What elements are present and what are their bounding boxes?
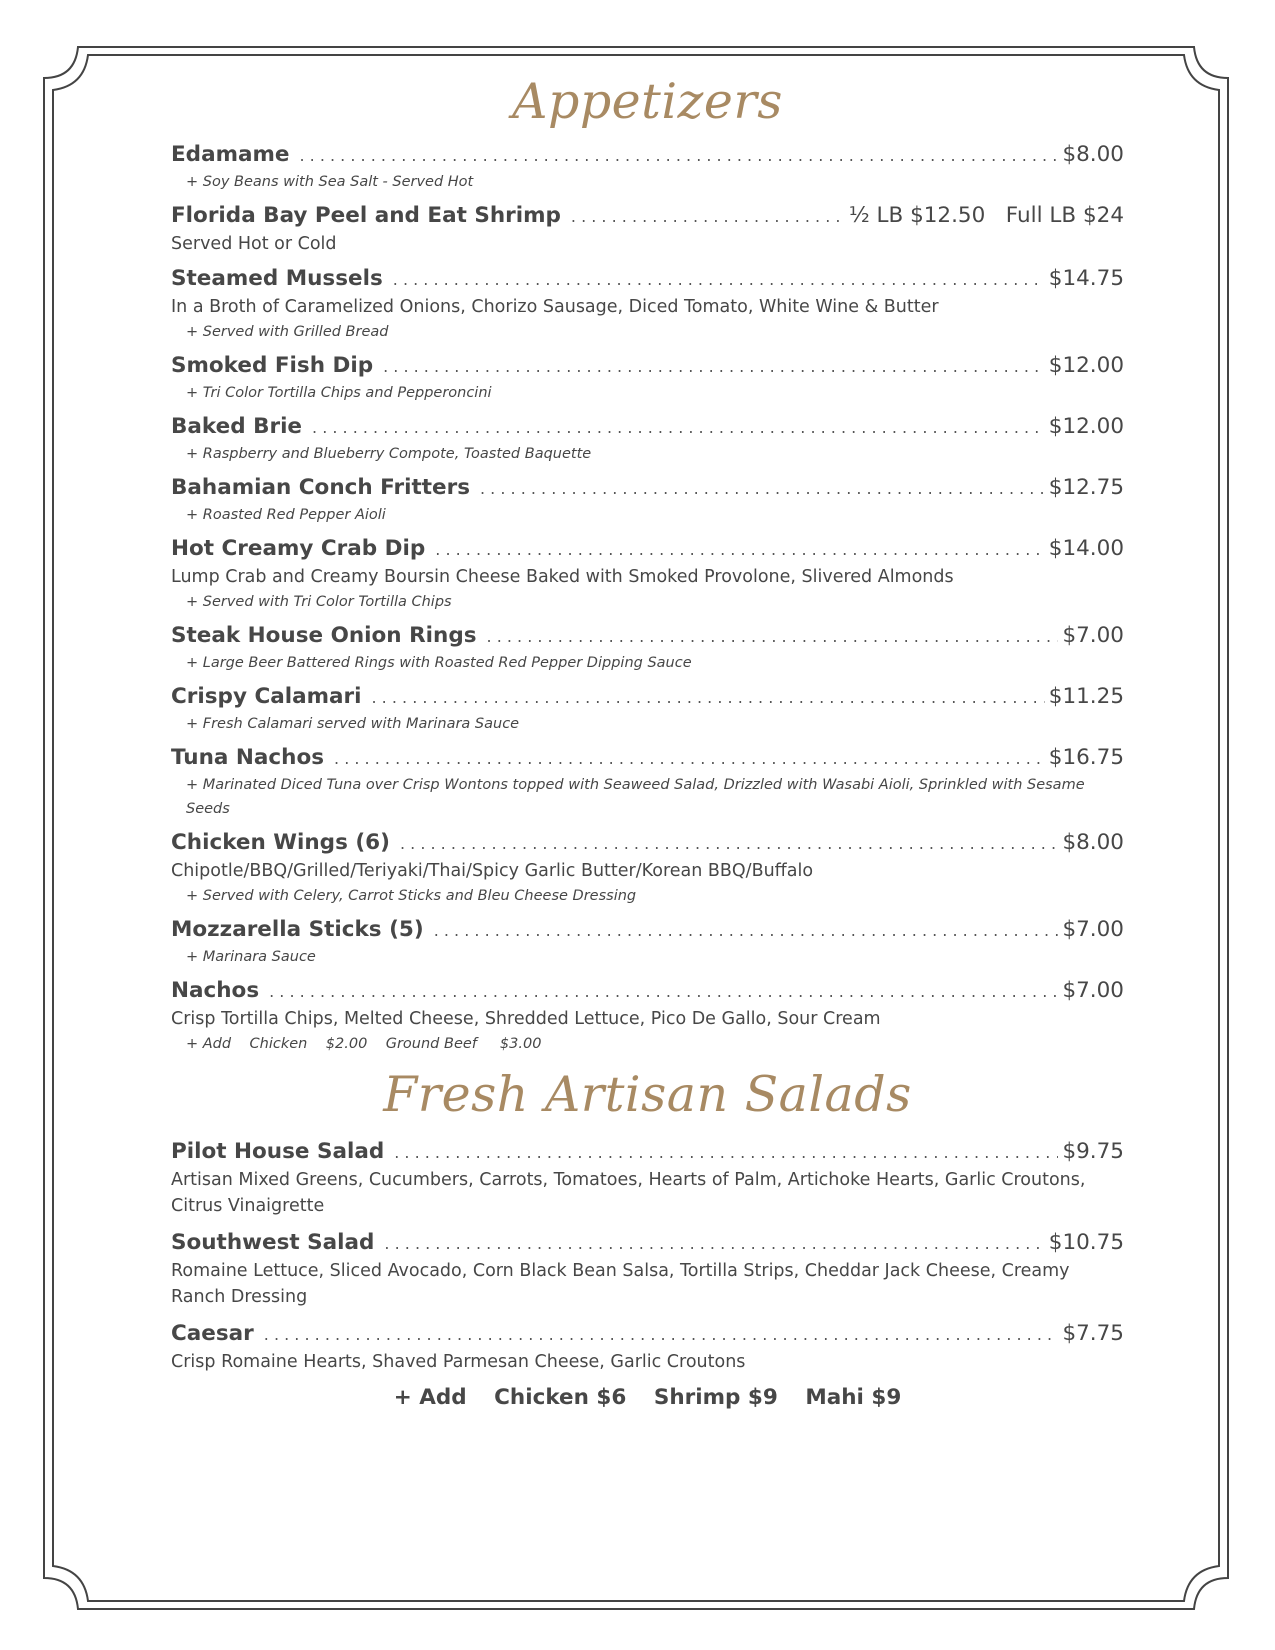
menu-item bbox=[171, 534, 1124, 614]
menu-item bbox=[171, 743, 1124, 821]
menu-item-line bbox=[171, 743, 1124, 773]
menu-item-note: + Add Chicken $2.00 Ground Beef $3.00 bbox=[186, 1036, 542, 1052]
menu-item bbox=[171, 682, 1124, 736]
menu-item-price: $16.75 bbox=[1048, 745, 1124, 770]
dot-leader bbox=[487, 622, 1059, 651]
menu-item bbox=[171, 976, 1124, 1056]
menu-item-line bbox=[171, 915, 1124, 945]
menu-item-name: Smoked Fish Dip bbox=[171, 353, 374, 378]
menu-item-description: Served Hot or Cold bbox=[171, 234, 337, 254]
menu-item-name: Tuna Nachos bbox=[171, 745, 325, 770]
menu-item-name: Florida Bay Peel and Eat Shrimp bbox=[171, 203, 561, 228]
menu-item-note: + Marinara Sauce bbox=[186, 949, 316, 965]
dot-leader bbox=[480, 474, 1045, 503]
dot-leader bbox=[264, 1320, 1059, 1349]
menu-item-line bbox=[171, 473, 1124, 503]
menu-item-note: + Marinated Diced Tuna over Crisp Wontons topped with Seaweed Salad, Drizzled with Wasabi Aioli, Sprinkled with Sesame Seeds bbox=[186, 777, 1090, 817]
addon-label: + Add bbox=[393, 1385, 467, 1410]
menu-item-line bbox=[171, 534, 1124, 564]
appetizers-title: Appetizers bbox=[512, 73, 783, 130]
menu-item-price: $7.00 bbox=[1062, 917, 1124, 942]
dot-leader bbox=[383, 352, 1045, 381]
addon-chicken: Chicken $6 bbox=[494, 1385, 627, 1410]
menu-item-description: Crisp Romaine Hearts, Shaved Parmesan Cheese, Garlic Croutons bbox=[171, 1352, 746, 1372]
menu-item-name: Nachos bbox=[171, 978, 260, 1003]
dot-leader bbox=[394, 1138, 1058, 1167]
addon-mahi: Mahi $9 bbox=[805, 1385, 902, 1410]
dot-leader bbox=[434, 916, 1059, 945]
menu-item-name: Chicken Wings (6) bbox=[171, 830, 390, 855]
menu-item-price: $7.00 bbox=[1062, 623, 1124, 648]
menu-item-line bbox=[171, 412, 1124, 442]
appetizers-list bbox=[171, 140, 1124, 1056]
menu-item bbox=[171, 351, 1124, 405]
menu-item-line bbox=[171, 1319, 1124, 1349]
menu-item-price: $11.25 bbox=[1048, 684, 1124, 709]
menu-item-line bbox=[171, 828, 1124, 858]
menu-item-note: + Served with Grilled Bread bbox=[186, 324, 389, 340]
menu-item-name: Steamed Mussels bbox=[171, 266, 383, 291]
menu-item-description: Romaine Lettuce, Sliced Avocado, Corn Black Bean Salsa, Tortilla Strips, Cheddar Jack Cheese, Creamy Ranch Dressing bbox=[171, 1261, 1070, 1307]
dot-leader bbox=[400, 829, 1058, 858]
menu-item-price: $14.00 bbox=[1048, 536, 1124, 561]
menu-item-name: Steak House Onion Rings bbox=[171, 623, 477, 648]
menu-item bbox=[171, 828, 1124, 908]
menu-item-description: In a Broth of Caramelized Onions, Chorizo Sausage, Diced Tomato, White Wine & Butter bbox=[171, 297, 939, 317]
menu-item-price: $14.75 bbox=[1048, 266, 1124, 291]
menu-item-note: + Served with Celery, Carrot Sticks and Bleu Cheese Dressing bbox=[186, 888, 637, 904]
dot-leader bbox=[299, 141, 1058, 170]
dot-leader bbox=[312, 413, 1045, 442]
dot-leader bbox=[269, 977, 1058, 1006]
menu-item bbox=[171, 1137, 1124, 1219]
menu-item-name: Southwest Salad bbox=[171, 1230, 375, 1255]
menu-item-description: Chipotle/BBQ/Grilled/Teriyaki/Thai/Spicy Garlic Butter/Korean BBQ/Buffalo bbox=[171, 861, 814, 881]
menu-item bbox=[171, 264, 1124, 344]
menu-item bbox=[171, 473, 1124, 527]
menu-item bbox=[171, 412, 1124, 466]
dot-leader bbox=[435, 535, 1044, 564]
menu-item-line bbox=[171, 682, 1124, 712]
menu-item-note: + Roasted Red Pepper Aioli bbox=[186, 507, 386, 523]
menu-item-price: $12.00 bbox=[1048, 353, 1124, 378]
menu-item-name: Bahamian Conch Fritters bbox=[171, 475, 470, 500]
menu-item-name: Mozzarella Sticks (5) bbox=[171, 917, 424, 942]
menu-item-price: $7.75 bbox=[1062, 1321, 1124, 1346]
salads-title: Fresh Artisan Salads bbox=[383, 1066, 912, 1123]
menu-item-price: $9.75 bbox=[1062, 1139, 1124, 1164]
menu-item-price: $12.00 bbox=[1048, 414, 1124, 439]
menu-item-description: Lump Crab and Creamy Boursin Cheese Baked with Smoked Provolone, Slivered Almonds bbox=[171, 567, 954, 587]
menu-item-line bbox=[171, 201, 1124, 231]
menu-item-note: + Raspberry and Blueberry Compote, Toasted Baquette bbox=[186, 446, 592, 462]
menu-item-note: + Fresh Calamari served with Marinara Sauce bbox=[186, 716, 520, 732]
menu-item-name: Caesar bbox=[171, 1321, 254, 1346]
menu-item-line bbox=[171, 351, 1124, 381]
menu-item-note: + Soy Beans with Sea Salt - Served Hot bbox=[186, 174, 474, 190]
dot-leader bbox=[571, 202, 845, 231]
menu-item-line bbox=[171, 1228, 1124, 1258]
menu-item bbox=[171, 201, 1124, 257]
salad-addons bbox=[171, 1385, 1124, 1410]
menu-content bbox=[171, 70, 1124, 1410]
salads-list bbox=[171, 1137, 1124, 1375]
menu-item-price: $10.75 bbox=[1048, 1230, 1124, 1255]
menu-item-price: ½ LB $12.50 Full LB $24 bbox=[848, 203, 1124, 228]
menu-item bbox=[171, 915, 1124, 969]
menu-item-name: Crispy Calamari bbox=[171, 684, 362, 709]
menu-item bbox=[171, 1319, 1124, 1375]
menu-item-description: Crisp Tortilla Chips, Melted Cheese, Shredded Lettuce, Pico De Gallo, Sour Cream bbox=[171, 1009, 881, 1029]
dot-leader bbox=[384, 1229, 1044, 1258]
menu-item-line bbox=[171, 976, 1124, 1006]
dot-leader bbox=[372, 683, 1045, 712]
menu-item-line bbox=[171, 621, 1124, 651]
menu-item-name: Pilot House Salad bbox=[171, 1139, 385, 1164]
menu-item-note: + Served with Tri Color Tortilla Chips bbox=[186, 594, 452, 610]
menu-item bbox=[171, 1228, 1124, 1310]
menu-item-name: Hot Creamy Crab Dip bbox=[171, 536, 426, 561]
menu-item-line bbox=[171, 140, 1124, 170]
menu-item-line bbox=[171, 1137, 1124, 1167]
menu-item-line bbox=[171, 264, 1124, 294]
menu-item bbox=[171, 621, 1124, 675]
menu-item bbox=[171, 140, 1124, 194]
dot-leader bbox=[393, 265, 1045, 294]
menu-item-price: $8.00 bbox=[1062, 142, 1124, 167]
addon-shrimp: Shrimp $9 bbox=[653, 1385, 778, 1410]
menu-item-name: Edamame bbox=[171, 142, 290, 167]
dot-leader bbox=[334, 744, 1045, 773]
menu-item-price: $7.00 bbox=[1062, 978, 1124, 1003]
menu-item-note: + Large Beer Battered Rings with Roasted Red Pepper Dipping Sauce bbox=[186, 655, 692, 671]
menu-item-description: Artisan Mixed Greens, Cucumbers, Carrots, Tomatoes, Hearts of Palm, Artichoke Hearts, Garlic Croutons, Citrus Vinaigrette bbox=[171, 1170, 1086, 1216]
menu-item-price: $8.00 bbox=[1062, 830, 1124, 855]
menu-item-name: Baked Brie bbox=[171, 414, 303, 439]
menu-item-price: $12.75 bbox=[1048, 475, 1124, 500]
menu-item-note: + Tri Color Tortilla Chips and Pepperoncini bbox=[186, 385, 492, 401]
